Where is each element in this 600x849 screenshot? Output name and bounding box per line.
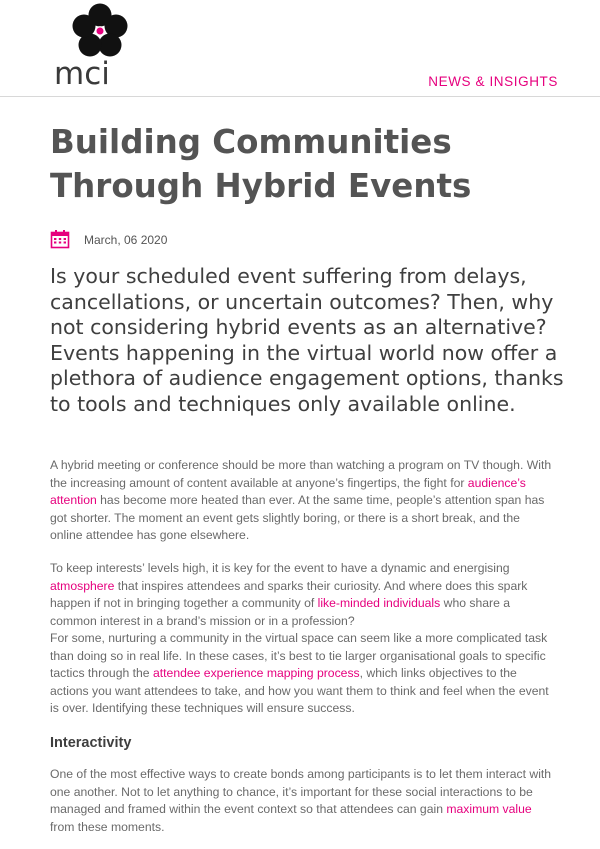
lead-line: plethora of audience engagement options, thanks [50,366,564,391]
text-run: happen if not in bringing together a community of [50,596,318,610]
section-heading-interactivity: Interactivity [50,735,132,751]
paragraph-line [50,801,580,819]
paragraph-1 [50,457,580,545]
text-run: managed and framed within the event context so that attendees can gain [50,802,447,816]
paragraph-line [50,475,580,493]
atmosphere-link[interactable]: atmosphere [50,578,115,593]
paragraph-line: than doing so in real life. In these cases, it’s best to tie larger organisational goals to specific [50,648,546,663]
text-run: that inspires attendees and sparks their curiosity. And where does this spark [114,578,528,593]
article-title-line: Building Communities [50,123,452,161]
paragraph-line: is over. Identifying these techniques will ensure success. [50,701,355,715]
lead-line: Events happening in the virtual world now offer a [50,340,558,365]
lead-line: Is your scheduled event suffering from delays, [50,264,527,288]
lead-line: cancellations, or uncertain outcomes? Then, why [50,289,554,314]
paragraph-line: online attendee has gone elsewhere. [50,528,250,542]
paragraph-line: To keep interests’ levels high, it is key for the event to have a dynamic and energising [50,561,510,575]
paragraph-line: one another. Not to let anything to chance, it’s important for these social interactions to be [50,784,533,799]
paragraph-line: For some, nurturing a community in the virtual space can seem like a more complicated task [50,631,548,645]
paragraph-line: A hybrid meeting or conference should be more than watching a program on TV though. With [50,458,552,472]
article-date: March, 06 2020 [84,233,168,247]
attention-link[interactable]: attention [50,493,97,507]
paragraph-line [50,665,580,683]
lead-line: to tools and techniques only available online. [50,391,516,416]
paragraph-line: got shorter. The moment an event gets slightly boring, or there is a short break, and the [50,510,520,525]
text-run: has become more heated than ever. At the same time, people’s attention span has [96,493,545,507]
attendee-experience-mapping-link[interactable]: attendee experience mapping process [152,666,360,680]
article-title [50,120,570,208]
paragraph-3 [50,766,580,836]
article-title-line: Through Hybrid Events [50,167,472,205]
flower-logo-icon [70,2,130,62]
paragraph-line [50,578,580,596]
mci-logo[interactable] [48,2,128,94]
paragraph-line: One of the most effective ways to create bonds among participants is to let them interact with [50,767,552,781]
text-run: who share a [440,596,511,610]
text-run: the increasing amount of content available at anyone’s fingertips, the fight for [50,475,468,490]
text-run: tactics through the [50,666,153,680]
paragraph-line [50,595,580,613]
logo-wordmark: mci [54,56,110,92]
paragraph-line [50,492,580,510]
paragraph-line: common interest in a brand’s mission or in a profession? [50,613,355,628]
audiences-link[interactable]: audience’s [467,475,526,490]
like-minded-individuals-link[interactable]: like-minded individuals [317,596,441,610]
lead-line: not considering hybrid events as an alternative? [50,315,547,340]
paragraph-2 [50,560,580,718]
text-run: , which links objectives to the [359,666,517,680]
calendar-icon [50,229,70,249]
maximum-value-link[interactable]: maximum value [446,802,532,816]
nav-news-insights-link[interactable]: NEWS & INSIGHTS [428,74,558,89]
paragraph-line: actions you want attendees to take, and how you want them to think and feel when the event [50,683,549,698]
article-lead [50,264,580,418]
site-header [0,0,600,97]
paragraph-line: from these moments. [50,819,165,834]
